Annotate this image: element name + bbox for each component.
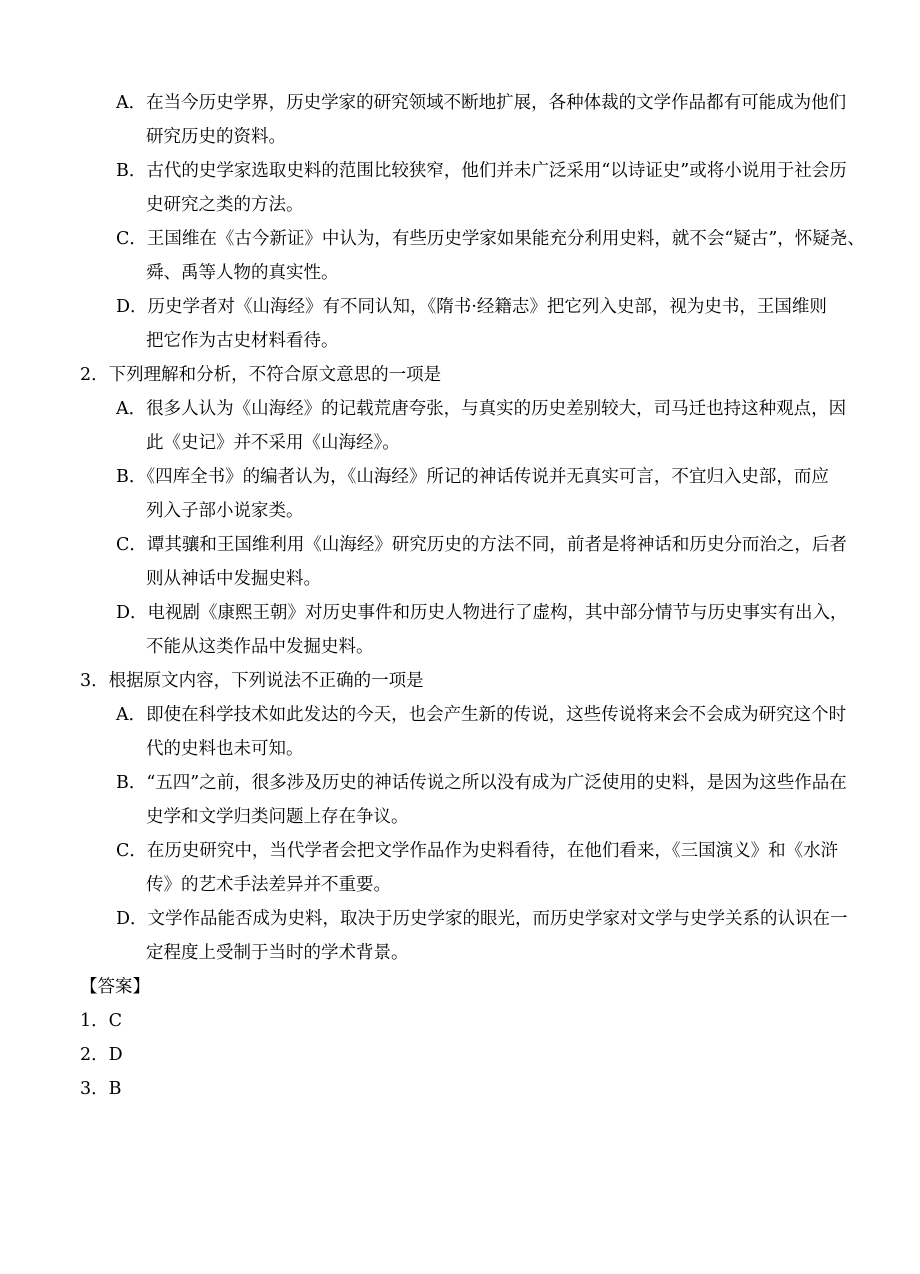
q3-option-b-cont: 史学和文学归类问题上存在争议。 (146, 807, 409, 827)
q1-option-b-cont: 史研究之类的方法。 (146, 195, 304, 215)
q3-stem: 3．根据原文内容，下列说法不正确的一项是 (80, 671, 424, 691)
q2-option-b: B．《四库全书》的编者认为，《山海经》所记的神话传说并无真实可言，不宜归入史部，而应 (116, 467, 829, 487)
q1-option-d-cont: 把它作为古史材料看待。 (146, 331, 339, 351)
q2-option-d-cont: 不能从这类作品中发掘史料。 (146, 637, 374, 657)
q1-option-a: A．在当今历史学界，历史学家的研究领域不断地扩展，各种体裁的文学作品都有可能成为他们 (116, 93, 847, 113)
answer-1: 1．C (80, 1011, 123, 1031)
answer-2: 2．D (80, 1045, 123, 1065)
q2-option-d: D．电视剧《康熙王朝》对历史事件和历史人物进行了虚构，其中部分情节与历史事实有出入， (116, 603, 848, 623)
q2-option-c: C．谭其骧和王国维利用《山海经》研究历史的方法不同，前者是将神话和历史分而治之，后者 (116, 535, 847, 555)
q3-option-d-cont: 定程度上受制于当时的学术背景。 (146, 943, 409, 963)
answers-heading: 【答案】 (80, 977, 150, 997)
q1-option-d: D．历史学者对《山海经》有不同认知，《隋书·经籍志》把它列入史部，视为史书，王国维则 (116, 297, 827, 317)
answer-3: 3．B (80, 1079, 122, 1099)
q3-option-b: B．“五四”之前，很多涉及历史的神话传说之所以没有成为广泛使用的史料，是因为这些作品在 (116, 773, 847, 793)
q3-option-a-cont: 代的史料也未可知。 (146, 739, 304, 759)
q1-option-a-cont: 研究历史的资料。 (146, 127, 286, 147)
q3-option-c: C．在历史研究中，当代学者会把文学作品作为史料看待，在他们看来，《三国演义》和《水浒 (116, 841, 839, 861)
q2-option-a-cont: 此《史记》并不采用《山海经》。 (146, 433, 400, 453)
q1-option-b: B．古代的史学家选取史料的范围比较狭窄，他们并未广泛采用“以诗证史”或将小说用于社会历 (116, 161, 847, 181)
q2-option-c-cont: 则从神话中发掘史料。 (146, 569, 321, 589)
q2-option-a: A．很多人认为《山海经》的记载荒唐夸张，与真实的历史差别较大，司马迁也持这种观点，因 (116, 399, 847, 419)
q2-option-b-cont: 列入子部小说家类。 (146, 501, 304, 521)
q3-option-a: A．即使在科学技术如此发达的今天，也会产生新的传说，这些传说将来会不会成为研究这个时 (116, 705, 847, 725)
q1-option-c: C．王国维在《古今新证》中认为，有些历史学家如果能充分利用史料，就不会“疑古”，怀疑尧、 (116, 229, 865, 249)
q1-option-c-cont: 舜、禹等人物的真实性。 (146, 263, 339, 283)
q3-option-c-cont: 传》的艺术手法差异并不重要。 (146, 875, 391, 895)
q2-stem: 2．下列理解和分析，不符合原文意思的一项是 (80, 365, 442, 385)
q3-option-d: D．文学作品能否成为史料，取决于历史学家的眼光，而历史学家对文学与史学关系的认识在一 (116, 909, 848, 929)
